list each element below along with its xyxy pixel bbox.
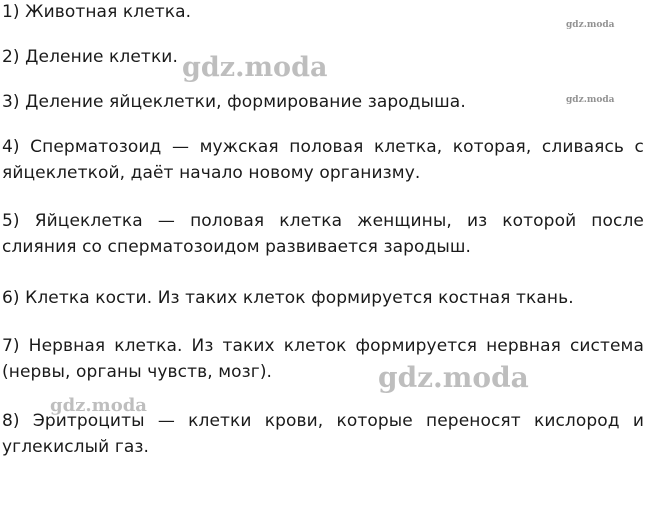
answer-item-5: 5) Яйцеклетка — половая клетка женщины, из которой после слияния со сперматозоидом развивается зародыш. bbox=[2, 211, 644, 257]
watermark-large-top: gdz.moda bbox=[182, 52, 328, 83]
answer-item-1: 1) Животная клетка. bbox=[2, 2, 192, 22]
watermark-small-middle: gdz.moda bbox=[566, 95, 615, 105]
watermark-medium-bottom: gdz.moda bbox=[50, 395, 147, 416]
answer-item-6: 6) Клетка кости. Из таких клеток формируется костная ткань. bbox=[2, 288, 574, 308]
answer-item-7: 7) Нервная клетка. Из таких клеток формируется нервная система (нервы, органы чувств, мозг). bbox=[2, 336, 644, 382]
watermark-large-middle: gdz.moda bbox=[378, 361, 529, 394]
watermark-small-top: gdz.moda bbox=[566, 20, 615, 30]
answer-item-4: 4) Сперматозоид — мужская половая клетка, которая, сливаясь с яйцеклеткой, даёт начало новому организму. bbox=[2, 137, 644, 183]
answer-item-8: 8) Эритроциты — клетки крови, которые переносят кислород и углекислый газ. bbox=[2, 411, 644, 457]
answer-item-3: 3) Деление яйцеклетки, формирование зародыша. bbox=[2, 92, 466, 112]
answer-item-2: 2) Деление клетки. bbox=[2, 47, 178, 67]
